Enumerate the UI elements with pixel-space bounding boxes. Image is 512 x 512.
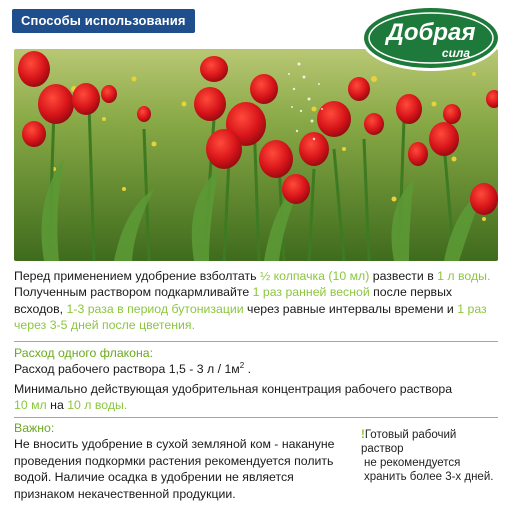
- warning-icon: !: [361, 429, 365, 441]
- divider: [14, 341, 498, 342]
- divider: [14, 417, 498, 418]
- tulips-photo: [14, 49, 498, 261]
- consumption-title: Расход одного флакона:: [14, 346, 154, 360]
- important-text: Не вносить удобрение в сухой земляной ком - накануне проведения подкормки растения рекомендуется полить водой. Наличие осадка в удобрении не является признаком некачественной продукции.: [14, 437, 335, 501]
- usage-instructions: Перед применением удобрение взболтать ½ колпачка (10 мл) развести в 1 л воды. Полученным раствором подкармливайте 1 раз ранней весной после первых всходов, 1-3 раза в период бутонизации через равные интервалы времени и 1 раз через 3-5 дней после цветения.: [14, 269, 491, 333]
- logo-text-sub: сила: [441, 46, 471, 60]
- important-section: [14, 420, 344, 502]
- brand-logo: [360, 4, 502, 72]
- important-title: Важно:: [14, 421, 55, 435]
- section-title: Способы использования: [12, 9, 195, 33]
- concentration-section: Минимально действующая удобрительная концентрация рабочего раствора 10 мл на 10 л воды.: [14, 382, 453, 413]
- consumption-line: Расход рабочего раствора 1,5 - 3 л / $1м^2$ .: [14, 361, 252, 377]
- logo-text-main: Добрая: [386, 19, 476, 46]
- storage-note: !Готовый рабочий раствор не рекомендуется хранить более 3-х дней.: [361, 429, 494, 483]
- consumption-section: [14, 345, 494, 378]
